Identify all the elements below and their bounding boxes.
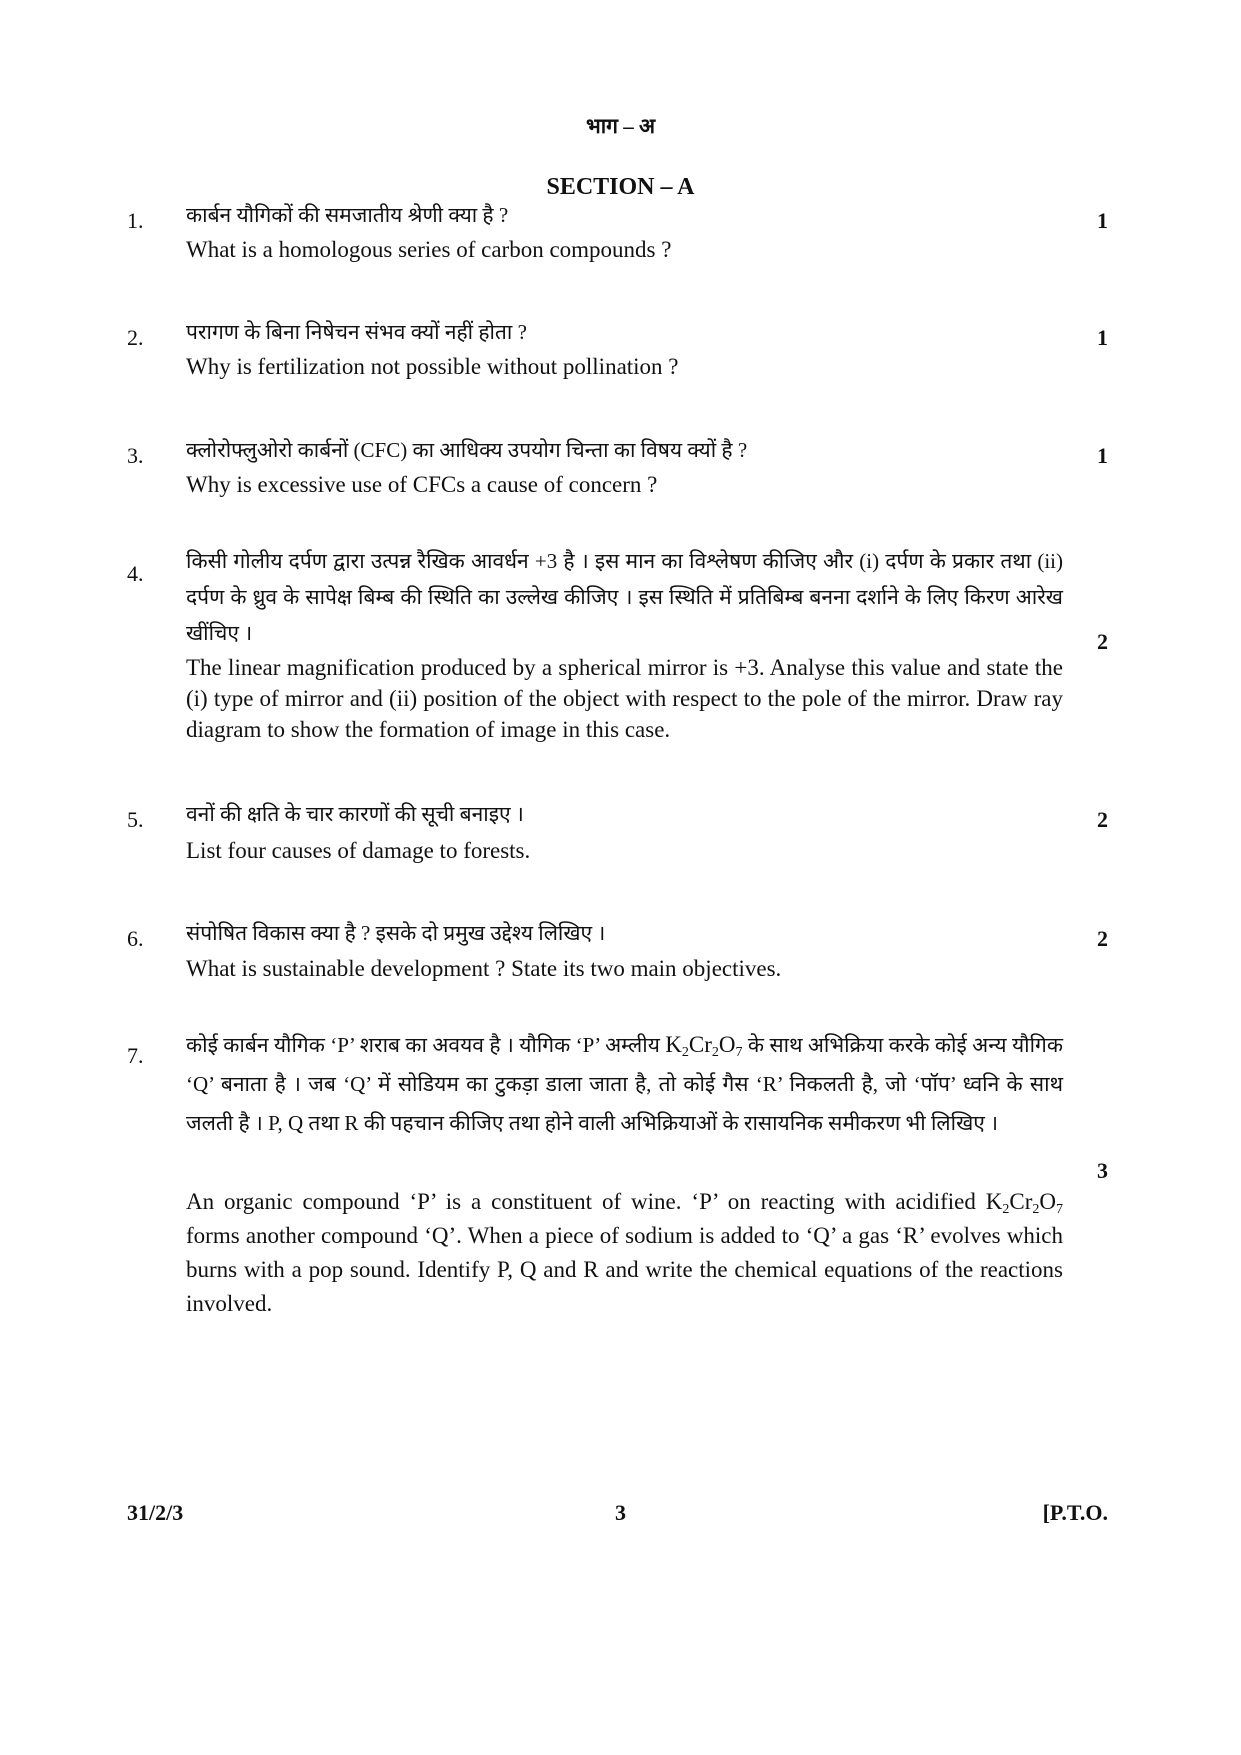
question-text-hindi: क्लोरोफ्लुओरो कार्बनों (CFC) का आधिक्य उपयोग चिन्ता का विषय क्यों है ?: [186, 438, 748, 462]
question-text-english: List four causes of damage to forests.: [186, 838, 531, 863]
question-marks: 1: [1097, 443, 1108, 468]
question-text-hindi: वनों की क्षति के चार कारणों की सूची बनाइए ।: [186, 802, 524, 826]
chemical-formula: $K_2Cr_2O_7$: [985, 1189, 1063, 1217]
question-number: 1.: [127, 208, 144, 233]
pto-label: [P.T.O.: [1042, 1500, 1108, 1525]
question-text-english: Why is fertilization not possible without pollination ?: [186, 354, 679, 379]
question-text-hindi: कार्बन यौगिकों की समजातीय श्रेणी क्या है ?: [186, 203, 509, 227]
question-text-english: Why is excessive use of CFCs a cause of concern ?: [186, 472, 658, 497]
chemical-formula: $K_2Cr_2O_7$: [665, 1032, 743, 1060]
question-marks: 2: [1097, 629, 1108, 654]
question-number: 2.: [127, 325, 144, 350]
question-number: 6.: [127, 926, 144, 951]
question-number: 7.: [127, 1043, 144, 1068]
question-text-english: An organic compound ‘P’ is a constituent of wine. ‘P’ on reacting with acidified $K_2Cr_2O_7$ forms another compound ‘Q’. When a piece of sodium is added to ‘Q’ a gas ‘R’ evolves which burns with a pop sound. Identify P, Q and R and write the chemical equations of the reactions involved.: [186, 1189, 1063, 1316]
question-marks: 2: [1097, 926, 1108, 951]
question-text-english: What is sustainable development ? State its two main objectives.: [186, 956, 782, 981]
section-title-english: SECTION – A: [546, 174, 695, 200]
question-text-hindi: कोई कार्बन यौगिक ‘P’ शराब का अवयव है । यौगिक ‘P’ अम्लीय $K_2Cr_2O_7$ के साथ अभिक्रिया करके कोई अन्य यौगिक ‘Q’ बनाता है । जब ‘Q’ में सोडियम का टुकड़ा डाला जाता है, तो कोई गैस ‘R’ निकलती है, जो ‘पॉप’ ध्वनि के साथ जलती है । P, Q तथा R की पहचान कीजिए तथा होने वाली अभिक्रियाओं के रासायनिक समीकरण भी लिखिए ।: [186, 1032, 1063, 1135]
question-marks: 1: [1097, 325, 1108, 350]
question-marks: 3: [1097, 1158, 1108, 1183]
question-text-hindi: किसी गोलीय दर्पण द्वारा उत्पन्न रैखिक आवर्धन +3 है । इस मान का विश्लेषण कीजिए और (i) दर्पण के प्रकार तथा (ii) दर्पण के ध्रुव के सापेक्ष बिम्ब की स्थिति का उल्लेख कीजिए । इस स्थिति में प्रतिबिम्ब बनना दर्शाने के लिए किरण आरेख खींचिए ।: [186, 549, 1063, 645]
question-number: 4.: [127, 561, 144, 586]
question-text-hindi: संपोषित विकास क्या है ? इसके दो प्रमुख उद्देश्य लिखिए ।: [186, 921, 606, 945]
section-title-hindi: भाग – अ: [585, 114, 656, 138]
question-marks: 1: [1097, 208, 1108, 233]
question-text-english: What is a homologous series of carbon compounds ?: [186, 237, 672, 262]
question-text-english: The linear magnification produced by a spherical mirror is +3. Analyse this value and state the (i) type of mirror and (ii) position of the object with respect to the pole of the mirror. Draw ray diagram to show the formation of image in this case.: [186, 655, 1063, 742]
question-marks: 2: [1097, 807, 1108, 832]
question-number: 3.: [127, 443, 144, 468]
question-number: 5.: [127, 807, 144, 832]
question-text-hindi: परागण के बिना निषेचन संभव क्यों नहीं होता ?: [186, 320, 527, 344]
page-number: 3: [615, 1500, 626, 1525]
paper-code: 31/2/3: [127, 1500, 184, 1525]
